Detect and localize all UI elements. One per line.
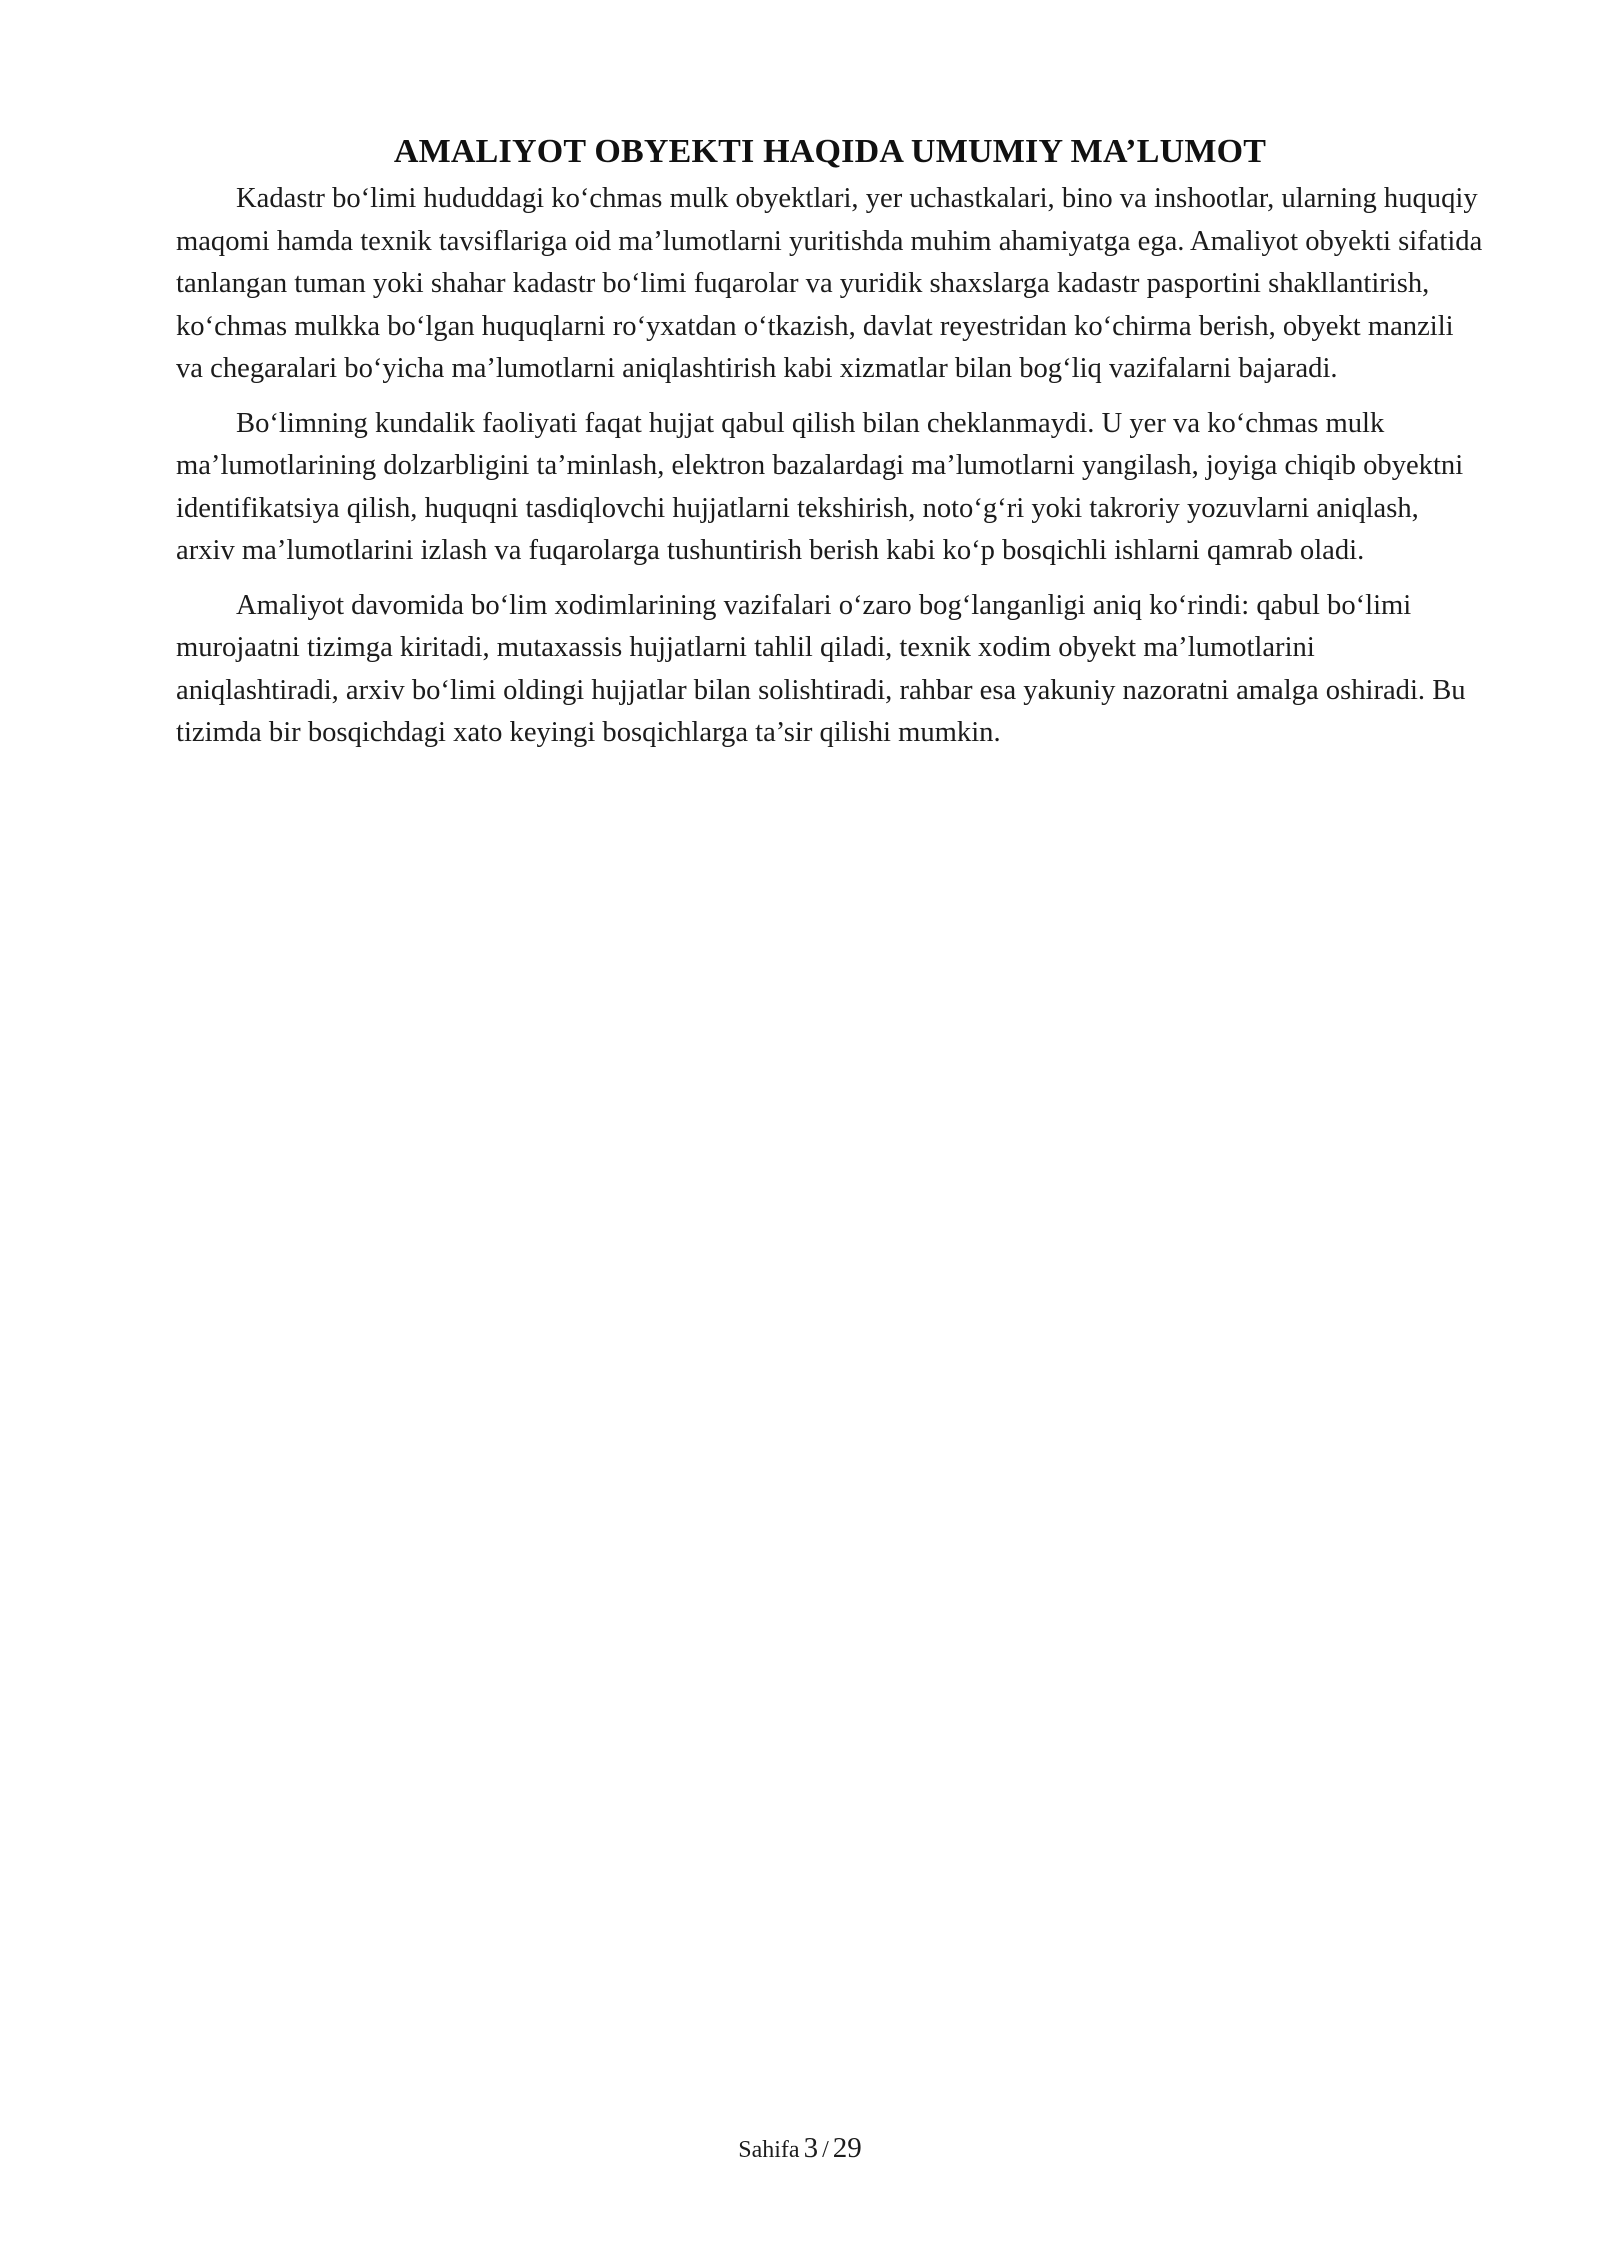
page-content [176, 128, 1484, 755]
page-footer [0, 2132, 1600, 2165]
paragraph-1: Kadastr bo‘limi hududdagi ko‘chmas mulk obyektlari, yer uchastkalari, bino va inshootlar, ularning huquqiy maqomi hamda texnik tavsiflariga oid ma’lumotlarni yuritishda muhim ahamiyatga ega. Amaliyot obyekti sifatida tanlangan tuman yoki shahar kadastr bo‘limi fuqarolar va yuridik shaxslarga kadastr pasportini shakllantirish, ko‘chmas mulkka bo‘lgan huquqlarni ro‘yxatdan o‘tkazish, davlat reyestridan ko‘chirma berish, obyekt manzili va chegaralari bo‘yicha ma’lumotlarni aniqlashtirish kabi xizmatlar bilan bog‘liq vazifalarni bajaradi. [176, 183, 1483, 384]
total-pages-number: 29 [832, 2132, 862, 2164]
paragraph-2: Bo‘limning kundalik faoliyati faqat hujjat qabul qilish bilan cheklanmaydi. U yer va ko‘chmas mulk ma’lumotlarining dolzarbligini ta’minlash, elektron bazalardagi ma’lumotlarni yangilash, joyiga chiqib obyektni identifikatsiya qilish, huquqni tasdiqlovchi hujjatlarni tekshirish, noto‘g‘ri yoki takroriy yozuvlarni aniqlash, arxiv ma’lumotlarini izlash va fuqarolarga tushuntirish berish kabi ko‘p bosqichli ishlarni qamrab oladi. [176, 407, 1464, 566]
page-number-label: Sahifa [738, 2137, 800, 2163]
paragraph-3: Amaliyot davomida bo‘lim xodimlarining vazifalari o‘zaro bog‘langanligi aniq ko‘rindi: qabul bo‘limi murojaatni tizimga kiritadi, mutaxassis hujjatlarni tahlil qiladi, texnik xodim obyekt ma’lumotlarini aniqlashtiradi, arxiv bo‘limi oldingi hujjatlar bilan solishtiradi, rahbar esa yakuniy nazoratni amalga oshiradi. Bu tizimda bir bosqichdagi xato keyingi bosqichlarga ta’sir qilishi mumkin. [176, 589, 1466, 748]
page-number-separator: / [822, 2137, 829, 2163]
current-page-number: 3 [803, 2132, 819, 2164]
page-title: AMALIYOT OBYEKTI HAQIDA UMUMIY MA’LUMOT [393, 133, 1267, 170]
